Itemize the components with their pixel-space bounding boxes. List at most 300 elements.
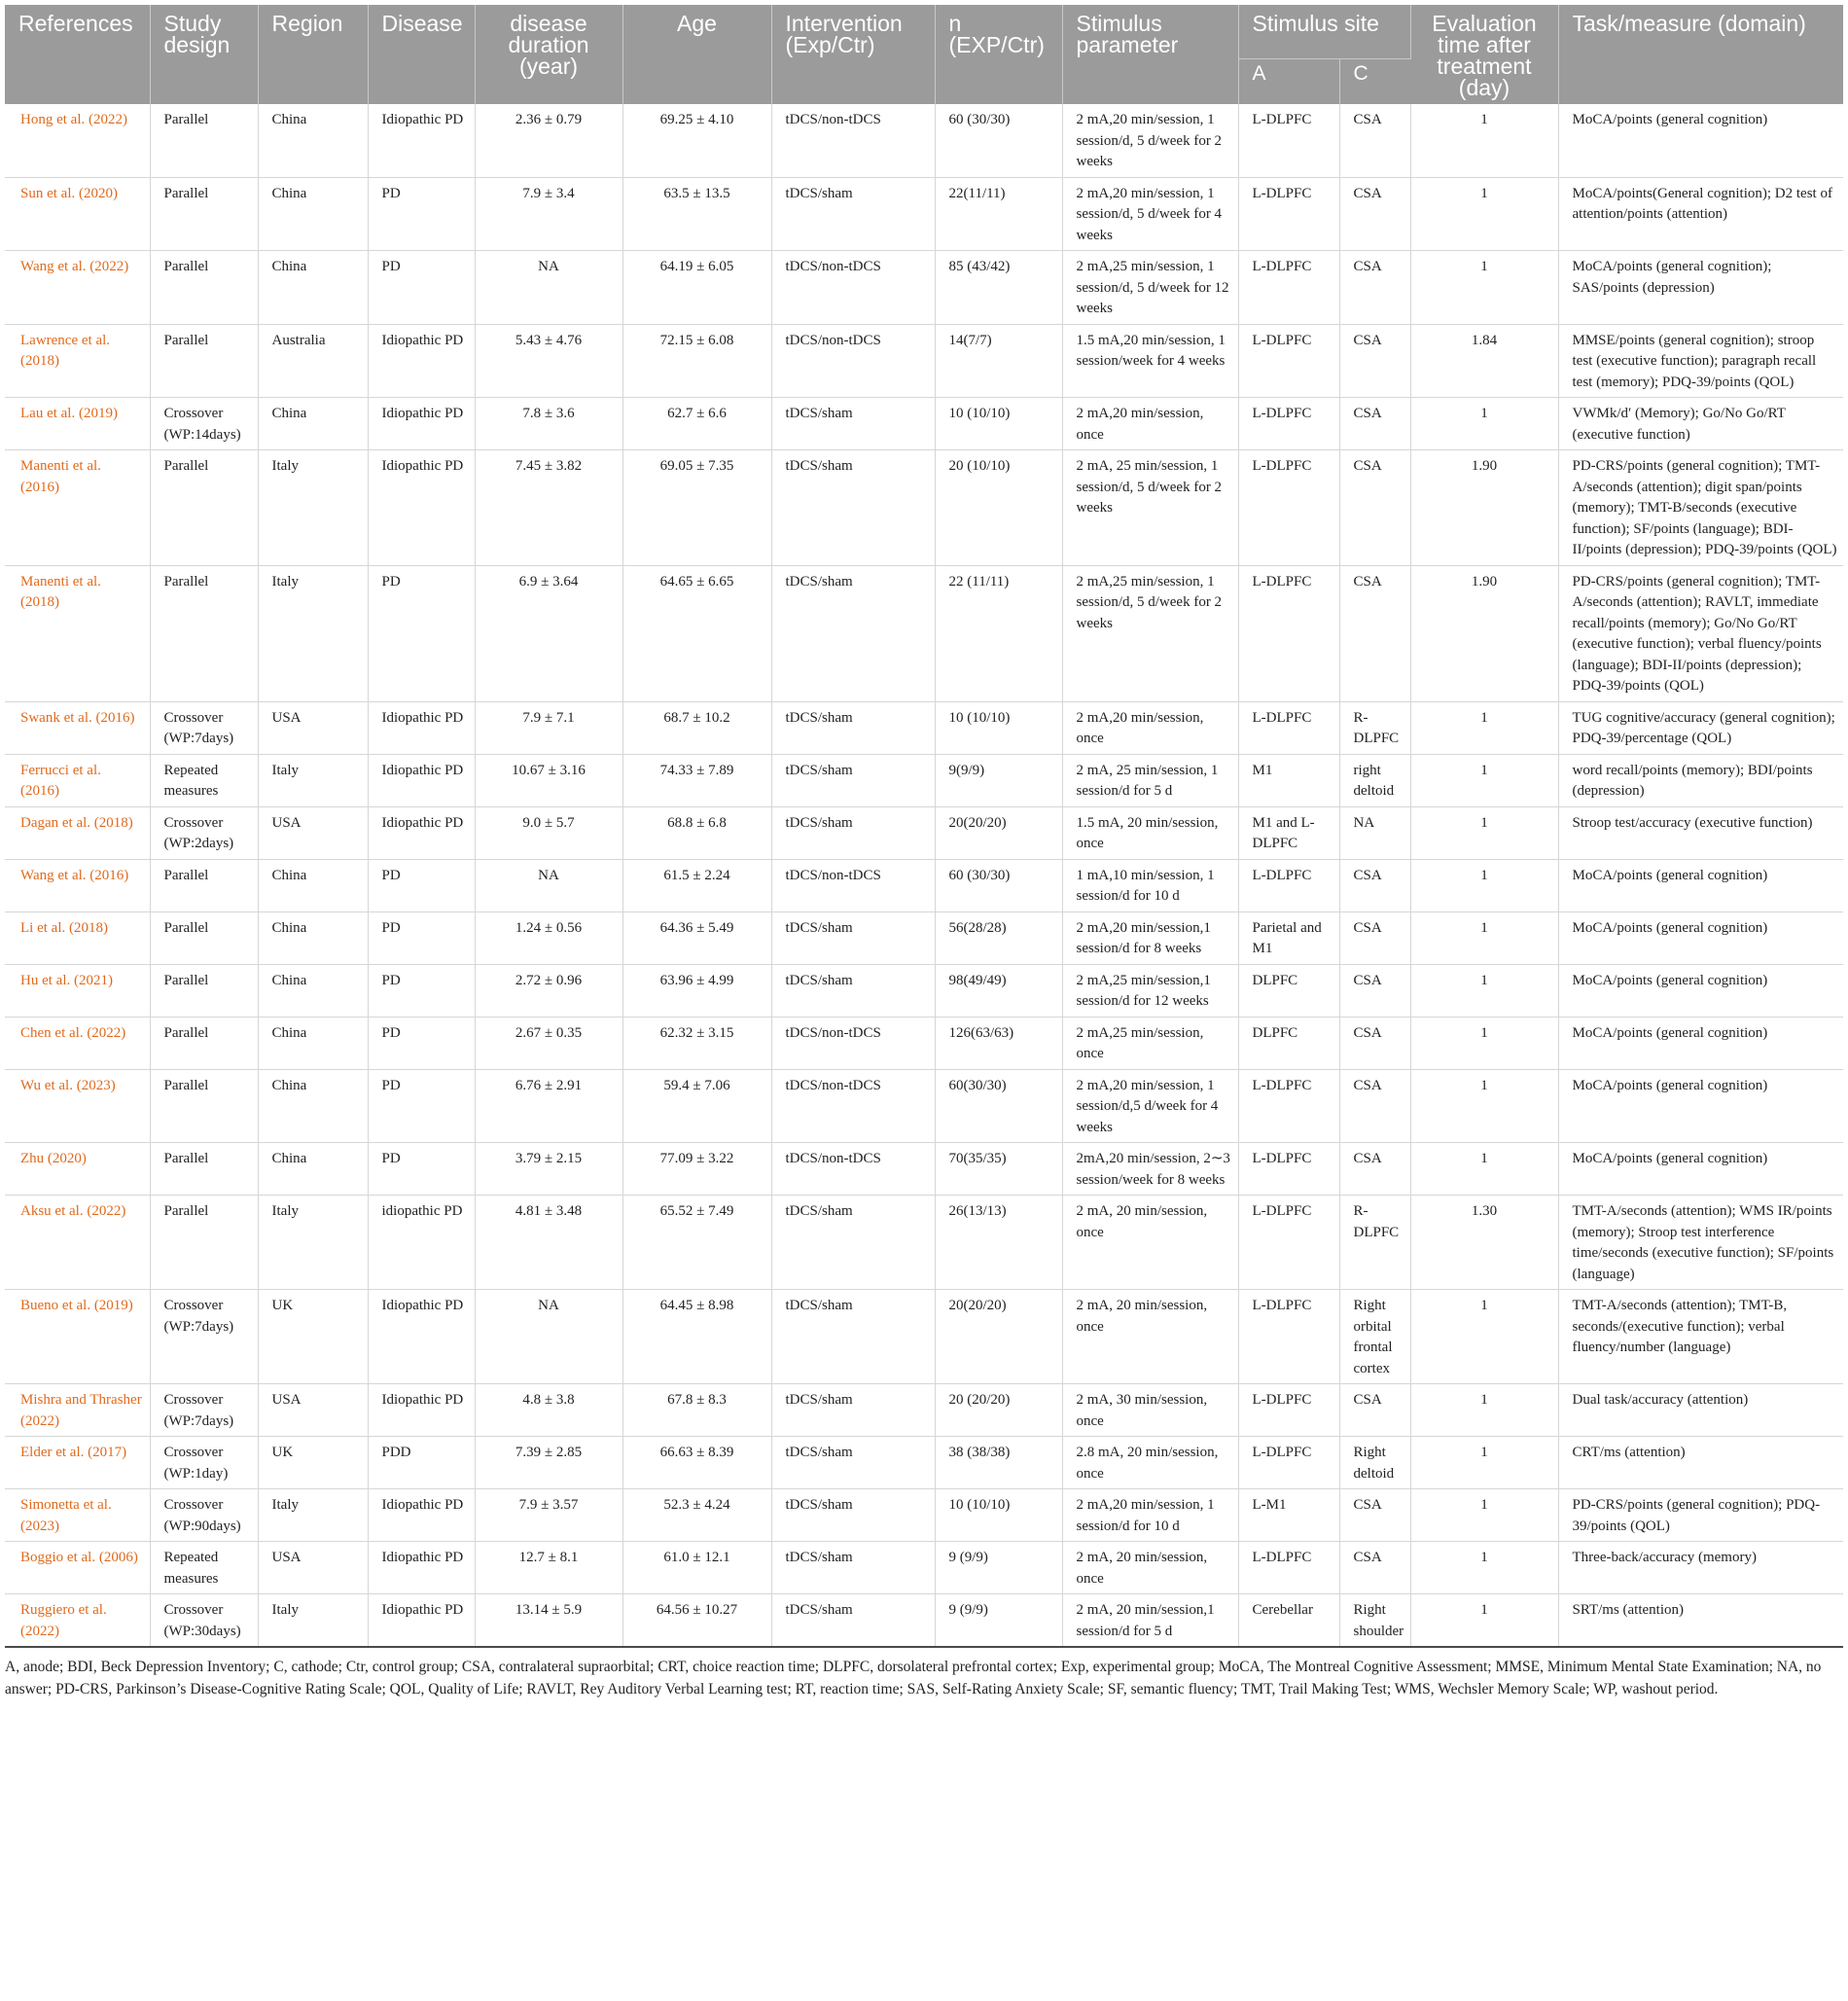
cell-study-design: Crossover (WP:90days) (150, 1489, 258, 1542)
cell-disease: PD (368, 1069, 475, 1143)
cell-age: 69.25 ± 4.10 (622, 104, 771, 177)
table-row (5, 177, 1843, 251)
cell-anode-site: L-DLPFC (1238, 1069, 1339, 1143)
cell-n: 20(20/20) (935, 1290, 1062, 1384)
header-disease-duration: disease duration (year) (475, 5, 622, 104)
cell-intervention: tDCS/non-tDCS (771, 1017, 935, 1069)
cell-task-measure: MoCA/points (general cognition) (1558, 1069, 1843, 1143)
cell-study-design: Parallel (150, 964, 258, 1017)
cell-evaluation-time: 1 (1410, 1594, 1558, 1648)
cell-evaluation-time: 1 (1410, 177, 1558, 251)
cell-cathode-site: CSA (1339, 1542, 1410, 1594)
cell-study-design: Parallel (150, 104, 258, 177)
cell-anode-site: L-DLPFC (1238, 1384, 1339, 1437)
table-row (5, 565, 1843, 701)
cell-evaluation-time: 1 (1410, 964, 1558, 1017)
header-task-measure: Task/measure (domain) (1558, 5, 1843, 104)
cell-stimulus-parameter: 2 mA, 20 min/session, once (1062, 1542, 1238, 1594)
cell-stimulus-parameter: 1.5 mA,20 min/session, 1 session/week for 4 weeks (1062, 324, 1238, 398)
cell-anode-site: L-DLPFC (1238, 450, 1339, 566)
cell-evaluation-time: 1 (1410, 398, 1558, 450)
cell-age: 74.33 ± 7.89 (622, 754, 771, 806)
header-evaluation-time: Evaluation time after treatment (day) (1410, 5, 1558, 104)
cell-age: 67.8 ± 8.3 (622, 1384, 771, 1437)
cell-study-design: Repeated measures (150, 1542, 258, 1594)
cell-stimulus-parameter: 2 mA, 20 min/session, once (1062, 1290, 1238, 1384)
cell-disease: Idiopathic PD (368, 1290, 475, 1384)
cell-region: Italy (258, 1489, 368, 1542)
cell-disease-duration: 7.9 ± 7.1 (475, 701, 622, 754)
cell-intervention: tDCS/non-tDCS (771, 104, 935, 177)
cell-age: 68.7 ± 10.2 (622, 701, 771, 754)
cell-disease: PDD (368, 1437, 475, 1489)
cell-region: China (258, 1069, 368, 1143)
cell-study-design: Parallel (150, 251, 258, 325)
table-row (5, 1489, 1843, 1542)
cell-cathode-site: Right deltoid (1339, 1437, 1410, 1489)
table-footnote: A, anode; BDI, Beck Depression Inventory; C, cathode; Ctr, control group; CSA, contralateral supraorbital; CRT, choice reaction time; DLPFC, dorsolateral prefrontal cortex; Exp, experimental group; MoCA, The Montreal Cognitive Assessment; MMSE, Minimum Mental State Examination; NA, no answer; PD-CRS, Parkinson’s Disease-Cognitive Rating Scale; QOL, Quality of Life; RAVLT, Rey Auditory Verbal Learning test; RT, reaction time; SAS, Self-Rating Anxiety Scale; SF, semantic fluency; TMT, Trail Making Test; WMS, Wechsler Memory Scale; WP, washout period. (5, 1659, 1822, 1697)
cell-reference[interactable]: Wang et al. (2022) (5, 251, 150, 325)
cell-cathode-site: right deltoid (1339, 754, 1410, 806)
cell-age: 77.09 ± 3.22 (622, 1143, 771, 1196)
cell-task-measure: PD-CRS/points (general cognition); PDQ-39/points (QOL) (1558, 1489, 1843, 1542)
cell-reference[interactable]: Ferrucci et al. (2016) (5, 754, 150, 806)
cell-disease-duration: 6.76 ± 2.91 (475, 1069, 622, 1143)
cell-n: 14(7/7) (935, 324, 1062, 398)
cell-age: 52.3 ± 4.24 (622, 1489, 771, 1542)
cell-age: 72.15 ± 6.08 (622, 324, 771, 398)
table-row (5, 911, 1843, 964)
cell-intervention: tDCS/non-tDCS (771, 1069, 935, 1143)
cell-study-design: Parallel (150, 450, 258, 566)
cell-disease-duration: 9.0 ± 5.7 (475, 806, 622, 859)
cell-disease-duration: 7.39 ± 2.85 (475, 1437, 622, 1489)
cell-evaluation-time: 1.90 (1410, 450, 1558, 566)
cell-intervention: tDCS/sham (771, 1437, 935, 1489)
table-row (5, 754, 1843, 806)
header-stimulus-site: Stimulus site (1238, 5, 1410, 59)
cell-disease-duration: 2.67 ± 0.35 (475, 1017, 622, 1069)
cell-evaluation-time: 1 (1410, 1290, 1558, 1384)
cell-disease: Idiopathic PD (368, 1384, 475, 1437)
header-site-cathode: C (1339, 59, 1410, 104)
cell-reference[interactable]: Bueno et al. (2019) (5, 1290, 150, 1384)
cell-evaluation-time: 1.84 (1410, 324, 1558, 398)
cell-evaluation-time: 1 (1410, 104, 1558, 177)
cell-intervention: tDCS/sham (771, 1290, 935, 1384)
cell-study-design: Parallel (150, 565, 258, 701)
cell-intervention: tDCS/sham (771, 398, 935, 450)
cell-region: UK (258, 1290, 368, 1384)
cell-task-measure: MoCA/points (general cognition) (1558, 104, 1843, 177)
cell-reference[interactable]: Wu et al. (2023) (5, 1069, 150, 1143)
cell-region: Italy (258, 1594, 368, 1648)
cell-disease-duration: 3.79 ± 2.15 (475, 1143, 622, 1196)
cell-evaluation-time: 1 (1410, 911, 1558, 964)
cell-n: 20 (20/20) (935, 1384, 1062, 1437)
cell-task-measure: Stroop test/accuracy (executive function) (1558, 806, 1843, 859)
cell-region: USA (258, 806, 368, 859)
cell-intervention: tDCS/sham (771, 450, 935, 566)
cell-disease-duration: 6.9 ± 3.64 (475, 565, 622, 701)
cell-age: 63.5 ± 13.5 (622, 177, 771, 251)
cell-n: 70(35/35) (935, 1143, 1062, 1196)
cell-intervention: tDCS/non-tDCS (771, 251, 935, 325)
cell-disease: PD (368, 251, 475, 325)
cell-stimulus-parameter: 2 mA,20 min/session, 1 session/d for 10 d (1062, 1489, 1238, 1542)
cell-age: 64.65 ± 6.65 (622, 565, 771, 701)
cell-stimulus-parameter: 2 mA, 30 min/session, once (1062, 1384, 1238, 1437)
cell-reference[interactable]: Lau et al. (2019) (5, 398, 150, 450)
cell-anode-site: L-DLPFC (1238, 324, 1339, 398)
cell-task-measure: MoCA/points (general cognition); SAS/points (depression) (1558, 251, 1843, 325)
cell-reference[interactable]: Simonetta et al. (2023) (5, 1489, 150, 1542)
cell-region: Italy (258, 565, 368, 701)
cell-disease: PD (368, 177, 475, 251)
cell-n: 98(49/49) (935, 964, 1062, 1017)
cell-reference[interactable]: Manenti et al. (2016) (5, 450, 150, 566)
cell-reference[interactable]: Hong et al. (2022) (5, 104, 150, 177)
cell-evaluation-time: 1.30 (1410, 1196, 1558, 1290)
cell-intervention: tDCS/sham (771, 911, 935, 964)
cell-age: 62.7 ± 6.6 (622, 398, 771, 450)
cell-age: 64.45 ± 8.98 (622, 1290, 771, 1384)
cell-region: China (258, 104, 368, 177)
cell-age: 66.63 ± 8.39 (622, 1437, 771, 1489)
cell-age: 63.96 ± 4.99 (622, 964, 771, 1017)
cell-study-design: Parallel (150, 1069, 258, 1143)
cell-stimulus-parameter: 2 mA, 20 min/session,1 session/d for 5 d (1062, 1594, 1238, 1648)
cell-reference[interactable]: Dagan et al. (2018) (5, 806, 150, 859)
table-row (5, 1143, 1843, 1196)
cell-stimulus-parameter: 2 mA, 25 min/session, 1 session/d for 5 d (1062, 754, 1238, 806)
cell-stimulus-parameter: 2.8 mA, 20 min/session, once (1062, 1437, 1238, 1489)
table-row (5, 398, 1843, 450)
cell-task-measure: SRT/ms (attention) (1558, 1594, 1843, 1648)
cell-disease: PD (368, 964, 475, 1017)
cell-intervention: tDCS/sham (771, 1384, 935, 1437)
cell-disease: Idiopathic PD (368, 1594, 475, 1648)
cell-cathode-site: CSA (1339, 1143, 1410, 1196)
cell-evaluation-time: 1 (1410, 1069, 1558, 1143)
table-row (5, 324, 1843, 398)
table-container (5, 5, 1843, 1700)
cell-task-measure: TUG cognitive/accuracy (general cognition); PDQ-39/percentage (QOL) (1558, 701, 1843, 754)
cell-study-design: Crossover (WP:7days) (150, 1384, 258, 1437)
cell-intervention: tDCS/sham (771, 177, 935, 251)
cell-disease: PD (368, 565, 475, 701)
cell-disease-duration: NA (475, 1290, 622, 1384)
cell-n: 60 (30/30) (935, 104, 1062, 177)
cell-anode-site: L-DLPFC (1238, 701, 1339, 754)
cell-disease: Idiopathic PD (368, 104, 475, 177)
cell-disease: Idiopathic PD (368, 398, 475, 450)
cell-age: 65.52 ± 7.49 (622, 1196, 771, 1290)
cell-n: 38 (38/38) (935, 1437, 1062, 1489)
cell-disease: PD (368, 911, 475, 964)
cell-reference[interactable]: Boggio et al. (2006) (5, 1542, 150, 1594)
cell-disease-duration: 4.81 ± 3.48 (475, 1196, 622, 1290)
cell-study-design: Repeated measures (150, 754, 258, 806)
cell-intervention: tDCS/sham (771, 1594, 935, 1648)
cell-intervention: tDCS/sham (771, 964, 935, 1017)
cell-evaluation-time: 1 (1410, 1437, 1558, 1489)
table-row (5, 859, 1843, 911)
cell-anode-site: L-DLPFC (1238, 398, 1339, 450)
table-row (5, 1594, 1843, 1648)
header-intervention: Intervention (Exp/Ctr) (771, 5, 935, 104)
cell-anode-site: L-DLPFC (1238, 1196, 1339, 1290)
cell-stimulus-parameter: 2 mA,20 min/session, 1 session/d, 5 d/week for 2 weeks (1062, 104, 1238, 177)
cell-anode-site: L-DLPFC (1238, 251, 1339, 325)
cell-age: 61.5 ± 2.24 (622, 859, 771, 911)
cell-study-design: Crossover (WP:7days) (150, 1290, 258, 1384)
cell-cathode-site: CSA (1339, 911, 1410, 964)
cell-cathode-site: R-DLPFC (1339, 1196, 1410, 1290)
cell-n: 10 (10/10) (935, 1489, 1062, 1542)
cell-cathode-site: CSA (1339, 450, 1410, 566)
cell-disease: Idiopathic PD (368, 701, 475, 754)
cell-anode-site: L-DLPFC (1238, 1290, 1339, 1384)
cell-age: 62.32 ± 3.15 (622, 1017, 771, 1069)
cell-cathode-site: CSA (1339, 1069, 1410, 1143)
table-row (5, 701, 1843, 754)
cell-region: USA (258, 1384, 368, 1437)
cell-disease: Idiopathic PD (368, 1489, 475, 1542)
cell-reference[interactable]: Sun et al. (2020) (5, 177, 150, 251)
cell-evaluation-time: 1 (1410, 1384, 1558, 1437)
cell-region: UK (258, 1437, 368, 1489)
table-row (5, 1437, 1843, 1489)
cell-n: 26(13/13) (935, 1196, 1062, 1290)
cell-intervention: tDCS/sham (771, 1542, 935, 1594)
cell-anode-site: DLPFC (1238, 1017, 1339, 1069)
table-row (5, 1290, 1843, 1384)
cell-disease: PD (368, 859, 475, 911)
table-row (5, 806, 1843, 859)
cell-anode-site: Parietal and M1 (1238, 911, 1339, 964)
table-row (5, 1069, 1843, 1143)
cell-n: 56(28/28) (935, 911, 1062, 964)
cell-intervention: tDCS/sham (771, 701, 935, 754)
cell-n: 9(9/9) (935, 754, 1062, 806)
table-row (5, 1384, 1843, 1437)
cell-task-measure: CRT/ms (attention) (1558, 1437, 1843, 1489)
cell-stimulus-parameter: 2 mA,25 min/session, 1 session/d, 5 d/week for 12 weeks (1062, 251, 1238, 325)
cell-disease-duration: 2.72 ± 0.96 (475, 964, 622, 1017)
cell-region: China (258, 859, 368, 911)
cell-evaluation-time: 1 (1410, 1017, 1558, 1069)
cell-stimulus-parameter: 2 mA,20 min/session, 1 session/d, 5 d/week for 4 weeks (1062, 177, 1238, 251)
cell-evaluation-time: 1 (1410, 859, 1558, 911)
cell-disease: PD (368, 1017, 475, 1069)
table-row (5, 1017, 1843, 1069)
studies-table (5, 5, 1843, 1648)
cell-task-measure: Three-back/accuracy (memory) (1558, 1542, 1843, 1594)
cell-reference[interactable]: Elder et al. (2017) (5, 1437, 150, 1489)
header-region: Region (258, 5, 368, 104)
cell-cathode-site: CSA (1339, 964, 1410, 1017)
cell-disease: Idiopathic PD (368, 450, 475, 566)
cell-task-measure: MoCA/points(General cognition); D2 test of attention/points (attention) (1558, 177, 1843, 251)
header-stimulus-parameter: Stimulus parameter (1062, 5, 1238, 104)
cell-intervention: tDCS/sham (771, 806, 935, 859)
cell-task-measure: MoCA/points (general cognition) (1558, 1017, 1843, 1069)
cell-anode-site: L-DLPFC (1238, 1542, 1339, 1594)
cell-disease-duration: 2.36 ± 0.79 (475, 104, 622, 177)
cell-task-measure: MoCA/points (general cognition) (1558, 859, 1843, 911)
cell-region: USA (258, 1542, 368, 1594)
cell-stimulus-parameter: 1.5 mA, 20 min/session, once (1062, 806, 1238, 859)
cell-cathode-site: Right shoulder (1339, 1594, 1410, 1648)
cell-study-design: Parallel (150, 324, 258, 398)
cell-disease: Idiopathic PD (368, 806, 475, 859)
cell-evaluation-time: 1 (1410, 1489, 1558, 1542)
cell-study-design: Crossover (WP:1day) (150, 1437, 258, 1489)
cell-reference[interactable]: Aksu et al. (2022) (5, 1196, 150, 1290)
cell-n: 10 (10/10) (935, 398, 1062, 450)
cell-disease-duration: 4.8 ± 3.8 (475, 1384, 622, 1437)
cell-study-design: Parallel (150, 911, 258, 964)
cell-evaluation-time: 1 (1410, 806, 1558, 859)
cell-anode-site: L-DLPFC (1238, 104, 1339, 177)
table-row (5, 964, 1843, 1017)
cell-age: 64.36 ± 5.49 (622, 911, 771, 964)
cell-reference[interactable]: Chen et al. (2022) (5, 1017, 150, 1069)
table-row (5, 251, 1843, 325)
cell-disease: Idiopathic PD (368, 754, 475, 806)
cell-reference[interactable]: Ruggiero et al. (2022) (5, 1594, 150, 1648)
cell-age: 64.56 ± 10.27 (622, 1594, 771, 1648)
cell-reference[interactable]: Zhu (2020) (5, 1143, 150, 1196)
cell-region: China (258, 177, 368, 251)
cell-disease: idiopathic PD (368, 1196, 475, 1290)
cell-region: Italy (258, 1196, 368, 1290)
table-body (5, 104, 1843, 1647)
table-header (5, 5, 1843, 104)
table-row (5, 1542, 1843, 1594)
cell-task-measure: VWMk/d′ (Memory); Go/No Go/RT (executive function) (1558, 398, 1843, 450)
cell-reference[interactable]: Manenti et al. (2018) (5, 565, 150, 701)
cell-disease: PD (368, 1143, 475, 1196)
cell-evaluation-time: 1 (1410, 701, 1558, 754)
cell-disease-duration: 5.43 ± 4.76 (475, 324, 622, 398)
cell-cathode-site: CSA (1339, 104, 1410, 177)
cell-age: 68.8 ± 6.8 (622, 806, 771, 859)
header-disease: Disease (368, 5, 475, 104)
cell-disease-duration: 10.67 ± 3.16 (475, 754, 622, 806)
cell-task-measure: TMT-A/seconds (attention); TMT-B, seconds/(executive function); verbal fluency/number (language) (1558, 1290, 1843, 1384)
cell-reference[interactable]: Swank et al. (2016) (5, 701, 150, 754)
cell-n: 9 (9/9) (935, 1542, 1062, 1594)
header-references: References (5, 5, 150, 104)
cell-disease-duration: 7.8 ± 3.6 (475, 398, 622, 450)
cell-stimulus-parameter: 2 mA,25 min/session, 1 session/d, 5 d/week for 2 weeks (1062, 565, 1238, 701)
cell-study-design: Crossover (WP:7days) (150, 701, 258, 754)
cell-stimulus-parameter: 2 mA,25 min/session,1 session/d for 12 weeks (1062, 964, 1238, 1017)
cell-region: China (258, 964, 368, 1017)
cell-age: 64.19 ± 6.05 (622, 251, 771, 325)
cell-reference[interactable]: Li et al. (2018) (5, 911, 150, 964)
cell-n: 20(20/20) (935, 806, 1062, 859)
cell-stimulus-parameter: 2mA,20 min/session, 2∼3 session/week for 8 weeks (1062, 1143, 1238, 1196)
cell-study-design: Parallel (150, 177, 258, 251)
cell-disease-duration: 7.9 ± 3.57 (475, 1489, 622, 1542)
cell-intervention: tDCS/sham (771, 754, 935, 806)
cell-anode-site: L-DLPFC (1238, 1143, 1339, 1196)
cell-region: Australia (258, 324, 368, 398)
cell-stimulus-parameter: 2 mA,20 min/session, once (1062, 701, 1238, 754)
cell-anode-site: M1 (1238, 754, 1339, 806)
cell-reference[interactable]: Lawrence et al. (2018) (5, 324, 150, 398)
cell-cathode-site: Right orbital frontal cortex (1339, 1290, 1410, 1384)
cell-task-measure: MoCA/points (general cognition) (1558, 911, 1843, 964)
cell-stimulus-parameter: 2 mA,20 min/session, 1 session/d,5 d/week for 4 weeks (1062, 1069, 1238, 1143)
cell-task-measure: word recall/points (memory); BDI/points (depression) (1558, 754, 1843, 806)
cell-region: USA (258, 701, 368, 754)
cell-evaluation-time: 1 (1410, 754, 1558, 806)
cell-disease-duration: 12.7 ± 8.1 (475, 1542, 622, 1594)
cell-region: Italy (258, 450, 368, 566)
header-n: n (EXP/Ctr) (935, 5, 1062, 104)
cell-anode-site: L-M1 (1238, 1489, 1339, 1542)
cell-study-design: Parallel (150, 1196, 258, 1290)
cell-cathode-site: CSA (1339, 1384, 1410, 1437)
cell-task-measure: MMSE/points (general cognition); stroop test (executive function); paragraph recall test (memory); PDQ-39/points (QOL) (1558, 324, 1843, 398)
cell-task-measure: MoCA/points (general cognition) (1558, 964, 1843, 1017)
cell-anode-site: Cerebellar (1238, 1594, 1339, 1648)
cell-stimulus-parameter: 2 mA, 25 min/session, 1 session/d, 5 d/week for 2 weeks (1062, 450, 1238, 566)
cell-n: 10 (10/10) (935, 701, 1062, 754)
cell-task-measure: TMT-A/seconds (attention); WMS IR/points (memory); Stroop test interference time/seconds (executive function); SF/points (language) (1558, 1196, 1843, 1290)
cell-intervention: tDCS/non-tDCS (771, 324, 935, 398)
cell-n: 60(30/30) (935, 1069, 1062, 1143)
cell-study-design: Parallel (150, 1017, 258, 1069)
cell-disease-duration: 1.24 ± 0.56 (475, 911, 622, 964)
cell-reference[interactable]: Hu et al. (2021) (5, 964, 150, 1017)
cell-intervention: tDCS/sham (771, 1489, 935, 1542)
cell-intervention: tDCS/sham (771, 565, 935, 701)
cell-anode-site: L-DLPFC (1238, 859, 1339, 911)
cell-n: 22(11/11) (935, 177, 1062, 251)
cell-study-design: Crossover (WP:2days) (150, 806, 258, 859)
header-site-anode: A (1238, 59, 1339, 104)
cell-region: China (258, 1017, 368, 1069)
cell-evaluation-time: 1 (1410, 1143, 1558, 1196)
cell-cathode-site: NA (1339, 806, 1410, 859)
cell-reference[interactable]: Mishra and Thrasher (2022) (5, 1384, 150, 1437)
cell-cathode-site: CSA (1339, 859, 1410, 911)
cell-cathode-site: CSA (1339, 324, 1410, 398)
cell-cathode-site: R-DLPFC (1339, 701, 1410, 754)
cell-task-measure: MoCA/points (general cognition) (1558, 1143, 1843, 1196)
cell-study-design: Parallel (150, 1143, 258, 1196)
cell-study-design: Crossover (WP:14days) (150, 398, 258, 450)
cell-region: China (258, 251, 368, 325)
cell-region: China (258, 911, 368, 964)
header-study-design: Study design (150, 5, 258, 104)
cell-study-design: Parallel (150, 859, 258, 911)
cell-region: Italy (258, 754, 368, 806)
cell-age: 61.0 ± 12.1 (622, 1542, 771, 1594)
cell-reference[interactable]: Wang et al. (2016) (5, 859, 150, 911)
cell-task-measure: PD-CRS/points (general cognition); TMT-A/seconds (attention); digit span/points (memory); TMT-B/seconds (executive function); SF/points (language); BDI-II/points (depression); PDQ-39/points (QOL) (1558, 450, 1843, 566)
cell-evaluation-time: 1.90 (1410, 565, 1558, 701)
cell-disease-duration: 7.9 ± 3.4 (475, 177, 622, 251)
cell-stimulus-parameter: 2 mA,20 min/session,1 session/d for 8 weeks (1062, 911, 1238, 964)
header-age: Age (622, 5, 771, 104)
cell-task-measure: PD-CRS/points (general cognition); TMT-A/seconds (attention); RAVLT, immediate recall/points (memory); Go/No Go/RT (executive function); verbal fluency/points (language); BDI-II/points (depression); PDQ-39/points (QOL) (1558, 565, 1843, 701)
